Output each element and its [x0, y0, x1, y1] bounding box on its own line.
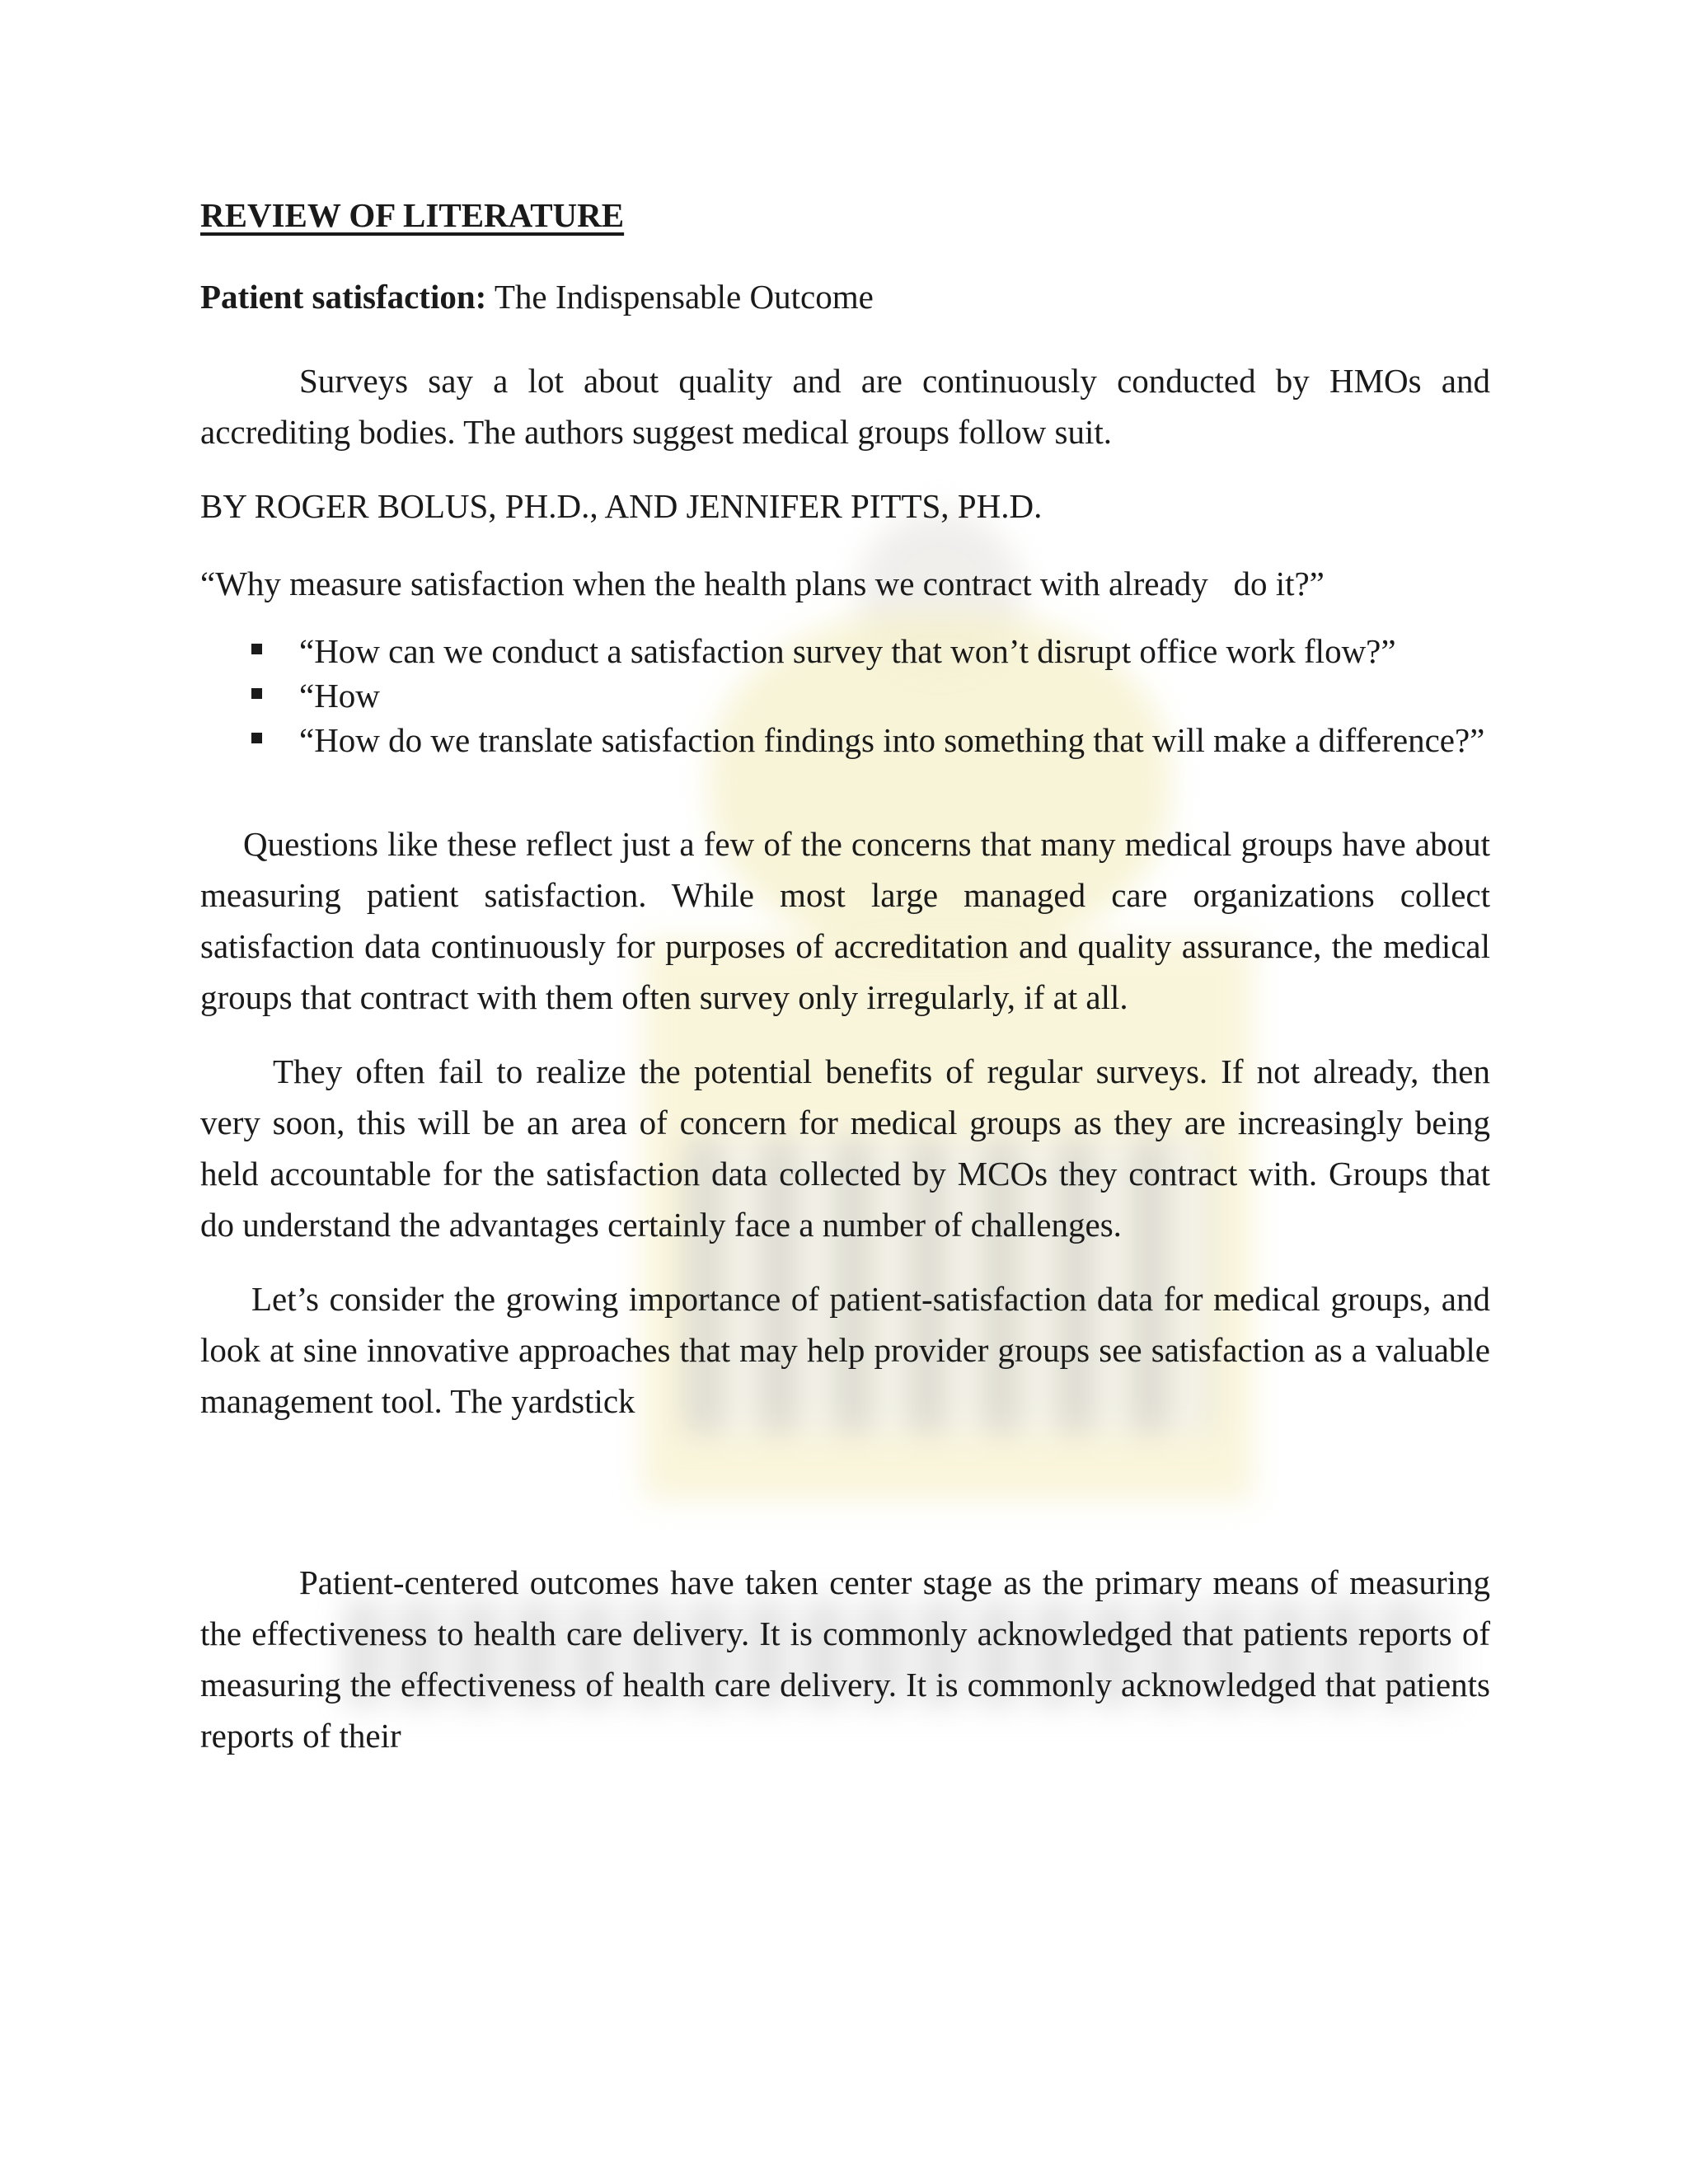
list-item [299, 718, 1490, 762]
body-paragraph: Patient-centered outcomes have taken center stage as the primary means of measuring the effectiveness to health care delivery. It is commonly acknowledged that patients reports of measuring the effectiveness of health care delivery. It is commonly acknowledged that patients reports of their [200, 1563, 1490, 1755]
body-paragraph: Let’s consider the growing importance of patient-satisfaction data for medical groups, and look at sine innovative approaches that may help provider groups see satisfaction as a valuable management tool. The yardstick [200, 1279, 1490, 1420]
bullet-square-icon [251, 733, 262, 743]
document-content [200, 194, 1490, 1784]
article-title [200, 276, 1490, 318]
body-paragraph: They often fail to realize the potential benefits of regular surveys. If not already, then very soon, this will be an area of concern for medical groups as they are increasingly being held accountable for the satisfaction data collected by MCOs they contract with. Groups that do understand the advantages certainly face a number of challenges. [200, 1052, 1490, 1244]
list-item-text: “How do we translate satisfaction findings into something that will make a difference?” [299, 720, 1485, 759]
list-item-text: “How [299, 676, 380, 715]
author-byline: BY ROGER BOLUS, PH.D., AND JENNIFER PITTS, PH.D. [200, 486, 1043, 525]
body-paragraph: Questions like these reflect just a few of the concerns that many medical groups have about measuring patient satisfaction. While most large managed care organizations collect satisfaction data continuously for purposes of accreditation and quality assurance, the medical groups that contract with them often survey only irregularly, if at all. [200, 824, 1490, 1016]
list-item-text: “How can we conduct a satisfaction survey that won’t disrupt office work flow?” [299, 631, 1396, 670]
article-title-rest: The Indispensable Outcome [486, 278, 874, 316]
question-list [200, 629, 1490, 762]
bullet-square-icon [251, 688, 262, 699]
section-heading: REVIEW OF LITERATURE [200, 196, 625, 234]
list-item [299, 629, 1490, 673]
intro-paragraph: Surveys say a lot about quality and are continuously conducted by HMOs and accrediting bodies. The authors suggest medical groups follow suit. [200, 361, 1490, 451]
bullet-square-icon [251, 644, 262, 654]
main-question: “Why measure satisfaction when the health plans we contract with already do it?” [200, 564, 1325, 602]
article-title-topic: Patient satisfaction: [200, 278, 487, 316]
list-item [299, 673, 1490, 718]
